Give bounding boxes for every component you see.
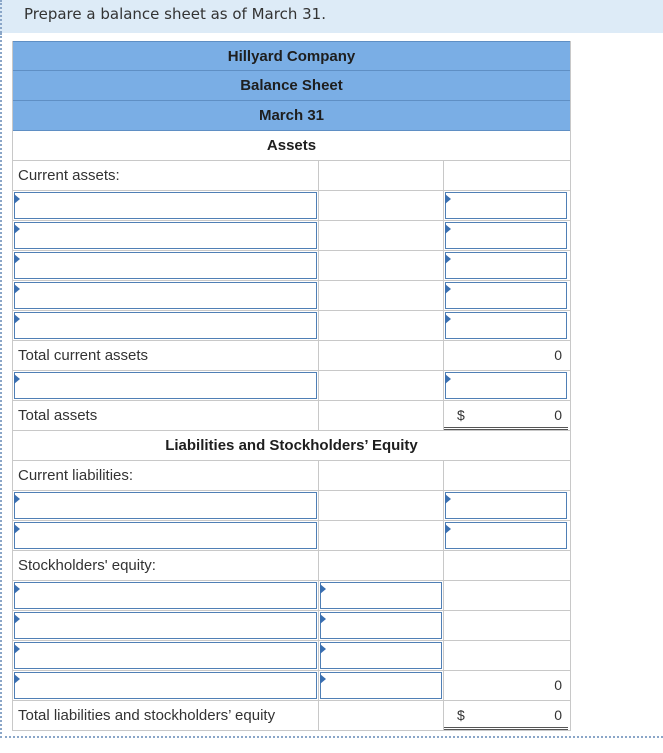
current-asset-amount-1[interactable] <box>445 192 567 219</box>
current-asset-account-2[interactable] <box>14 222 317 249</box>
equity-row <box>13 611 570 641</box>
current-asset-row <box>13 281 570 311</box>
total-liabilities-equity-row <box>13 701 570 731</box>
current-asset-amount-3[interactable] <box>445 252 567 279</box>
noncurrent-asset-account[interactable] <box>14 372 317 399</box>
equity-amount-1[interactable] <box>320 582 442 609</box>
current-asset-amount-2[interactable] <box>445 222 567 249</box>
current-asset-row <box>13 251 570 281</box>
equity-account-1[interactable] <box>14 582 317 609</box>
total-current-assets-value: 0 <box>554 347 562 363</box>
total-assets-value: 0 <box>554 407 562 423</box>
instruction-text: Prepare a balance sheet as of March 31. <box>24 5 326 23</box>
equity-row <box>13 641 570 671</box>
equity-amount-3[interactable] <box>320 642 442 669</box>
equity-account-3[interactable] <box>14 642 317 669</box>
noncurrent-asset-amount[interactable] <box>445 372 567 399</box>
total-current-assets-label: Total current assets <box>18 347 149 364</box>
statement-date: March 31 <box>13 101 570 131</box>
current-asset-amount-4[interactable] <box>445 282 567 309</box>
total-current-assets-row <box>13 341 570 371</box>
current-liability-account-1[interactable] <box>14 492 317 519</box>
current-asset-account-3[interactable] <box>14 252 317 279</box>
statement-title: Balance Sheet <box>13 71 570 101</box>
current-liability-amount-2[interactable] <box>445 522 567 549</box>
stockholders-equity-label: Stockholders' equity: <box>18 557 156 574</box>
equity-amount-4[interactable] <box>320 672 442 699</box>
current-asset-row <box>13 221 570 251</box>
equity-amount-2[interactable] <box>320 612 442 639</box>
assets-heading: Assets <box>13 131 570 161</box>
current-liabilities-label-row <box>13 461 570 491</box>
equity-account-2[interactable] <box>14 612 317 639</box>
noncurrent-asset-row <box>13 371 570 401</box>
total-assets-label: Total assets <box>18 407 98 424</box>
balance-sheet-table <box>12 41 571 731</box>
current-liability-row <box>13 491 570 521</box>
company-name: Hillyard Company <box>13 41 570 71</box>
current-assets-label-row <box>13 161 570 191</box>
current-assets-label: Current assets: <box>18 167 120 184</box>
total-assets-currency: $ <box>457 407 465 423</box>
stockholders-equity-total-value: 0 <box>554 677 562 693</box>
equity-row <box>13 581 570 611</box>
current-asset-row <box>13 311 570 341</box>
current-liability-account-2[interactable] <box>14 522 317 549</box>
current-asset-amount-5[interactable] <box>445 312 567 339</box>
current-asset-account-1[interactable] <box>14 192 317 219</box>
total-liabilities-equity-currency: $ <box>457 707 465 723</box>
current-asset-account-4[interactable] <box>14 282 317 309</box>
equity-account-4[interactable] <box>14 672 317 699</box>
equity-total-row <box>13 671 570 701</box>
stockholders-equity-label-row <box>13 551 570 581</box>
instruction-bar <box>0 0 663 33</box>
liabilities-equity-heading: Liabilities and Stockholders’ Equity <box>13 431 570 461</box>
current-asset-row <box>13 191 570 221</box>
current-asset-account-5[interactable] <box>14 312 317 339</box>
current-liability-amount-1[interactable] <box>445 492 567 519</box>
total-assets-row <box>13 401 570 431</box>
current-liability-row <box>13 521 570 551</box>
total-liabilities-equity-value: 0 <box>554 707 562 723</box>
current-liabilities-label: Current liabilities: <box>18 467 134 484</box>
total-liabilities-equity-label: Total liabilities and stockholders’ equity <box>18 707 276 724</box>
